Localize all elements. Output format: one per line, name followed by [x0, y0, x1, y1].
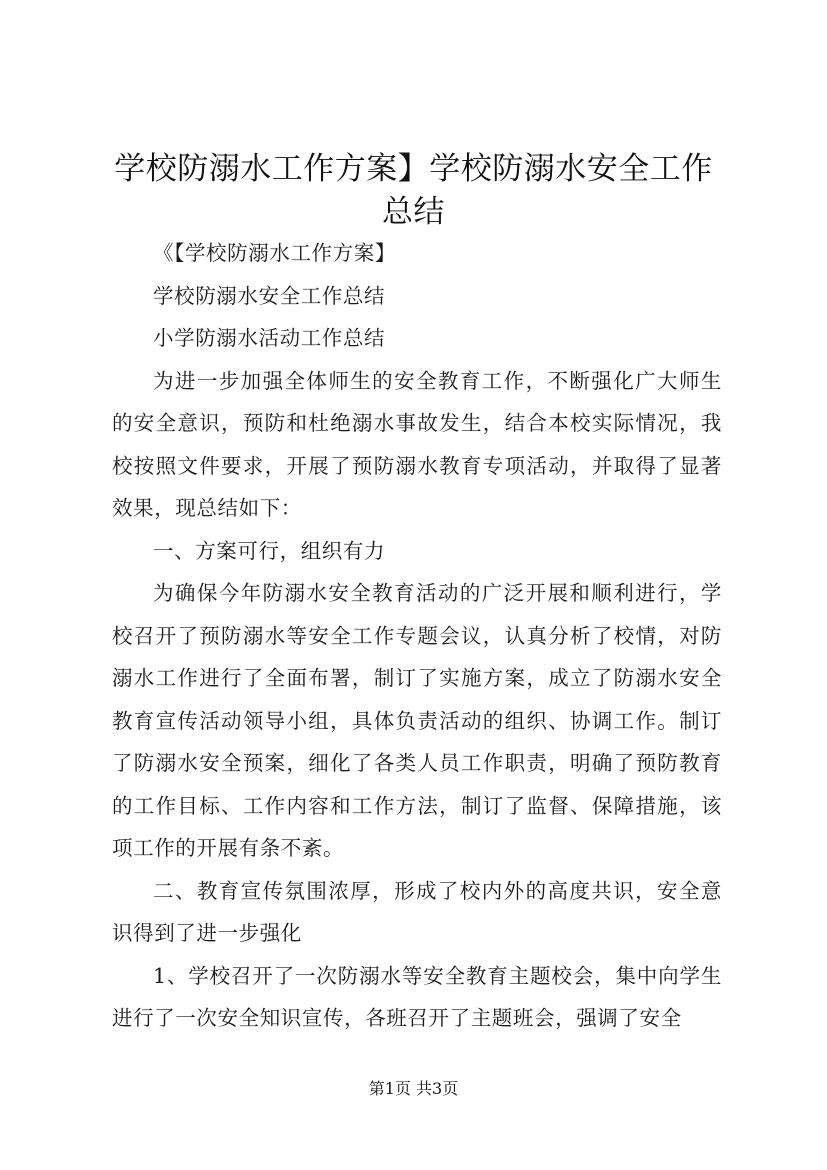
- document-title: 学校防溺水工作方案】学校防溺水安全工作总结: [114, 151, 713, 230]
- paragraph: 1、学校召开了一次防溺水等安全教育主题校会，集中向学生进行了一次安全知识宣传，各班召开了主题班会，强调了安全: [112, 963, 722, 1030]
- paragraph: 为确保今年防溺水安全教育活动的广泛开展和顺利进行，学校召开了预防溺水等安全工作专题会议，认真分析了校情，对防溺水工作进行了全面布署，制订了实施方案，成立了防溺水安全教育宣传活动领导小组，具体负责活动的组织、协调工作。制订了防溺水安全预案，细化了各类人员工作职责，明确了预防教育的工作目标、工作内容和工作方法，制订了监督、保障措施，该项工作的开展有条不紊。: [112, 581, 722, 860]
- document-body: [112, 232, 722, 1040]
- section-heading: 一、方案可行，组织有力: [153, 538, 386, 563]
- section-heading: 二、教育宣传氛围浓厚，形成了校内外的高度共识，安全意识得到了进一步强化: [112, 878, 722, 945]
- paragraph: 学校防溺水安全工作总结: [153, 283, 386, 308]
- page-footer: 第1页 共3页: [368, 1079, 459, 1098]
- paragraph: 《【学校防溺水工作方案】: [153, 241, 396, 265]
- paragraph: 小学防溺水活动工作总结: [153, 326, 386, 350]
- paragraph: 为进一步加强全体师生的安全教育工作，不断强化广大师生的安全意识，预防和杜绝溺水事故发生，结合本校实际情况，我校按照文件要求，开展了预防溺水教育专项活动，并取得了显著效果，现总结如下：: [112, 368, 722, 520]
